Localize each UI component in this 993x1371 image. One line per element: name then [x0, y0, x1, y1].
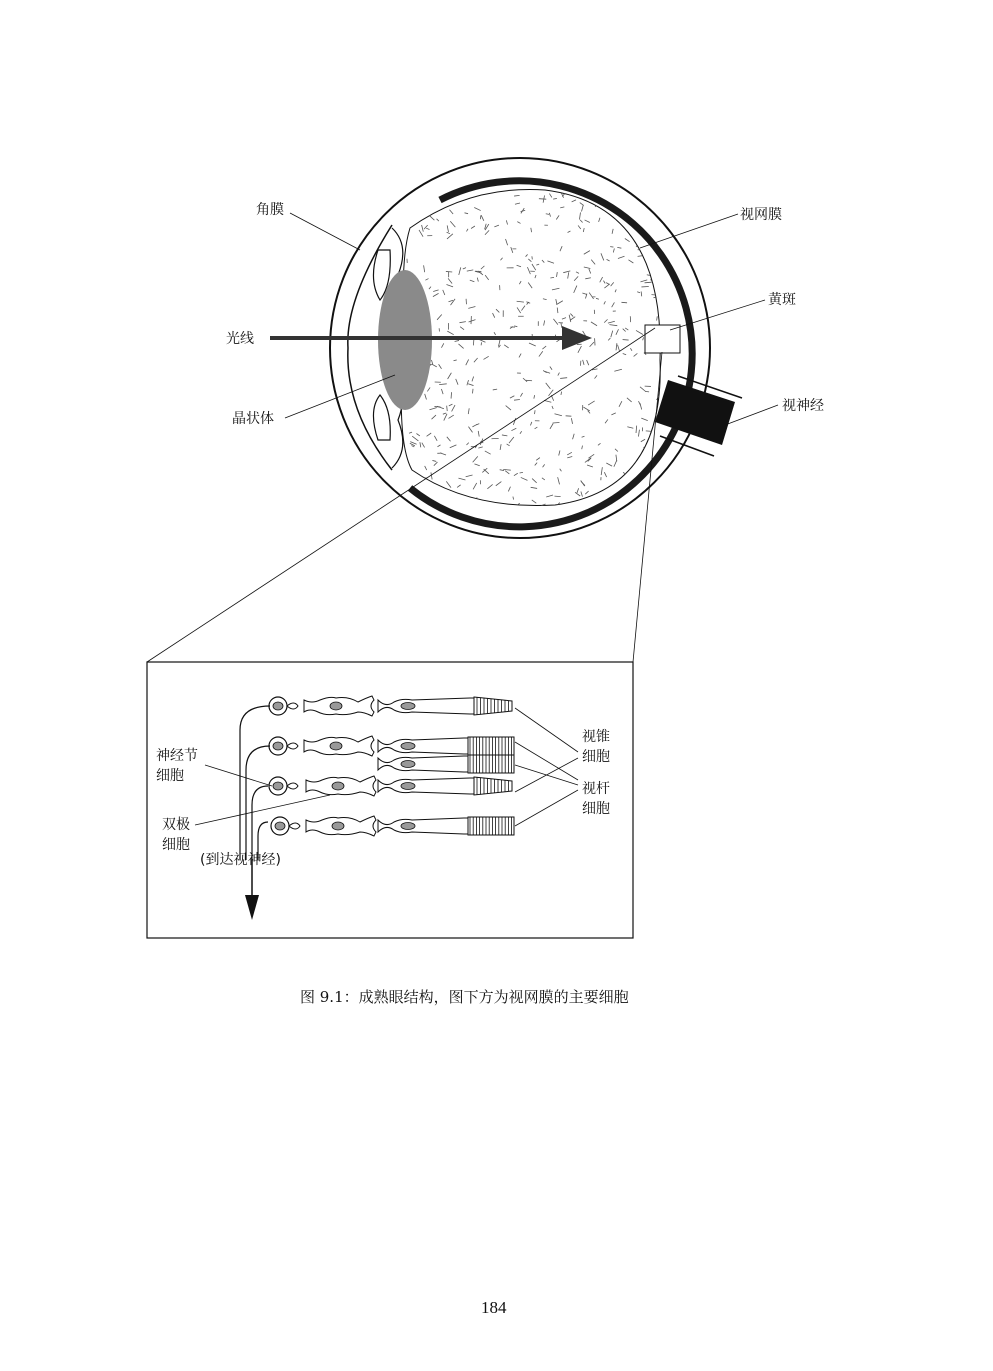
speckle [642, 212, 643, 220]
speckle [667, 216, 674, 218]
speckle [600, 189, 607, 193]
speckle [656, 226, 659, 232]
speckle [404, 214, 405, 221]
speckle [407, 463, 409, 470]
speckle [406, 223, 409, 225]
speckle [608, 195, 613, 197]
speckle [446, 271, 452, 272]
speckle [655, 427, 662, 428]
label-macula: 黄斑 [768, 292, 796, 308]
page-number: 184 [481, 1298, 507, 1317]
speckle [480, 215, 481, 219]
speckle [515, 514, 521, 516]
label-lens: 晶状体 [232, 411, 274, 427]
speckle [570, 505, 573, 509]
label-ganglion-2: 细胞 [156, 768, 184, 784]
bipolar-nucleus [332, 782, 344, 790]
speckle [648, 446, 652, 447]
speckle [462, 501, 469, 502]
label-bipolar-1: 双极 [162, 817, 190, 833]
label-rods-1: 视杆 [582, 781, 610, 797]
ganglion-nucleus [273, 702, 283, 710]
speckle [528, 186, 531, 189]
bipolar-nucleus [330, 702, 342, 710]
speckle [623, 223, 627, 224]
photoreceptor-nucleus [401, 783, 415, 790]
speckle [651, 497, 655, 500]
speckle [627, 509, 632, 514]
speckle [554, 496, 560, 497]
speckle [664, 314, 668, 319]
speckle [665, 452, 669, 457]
speckle [647, 451, 648, 454]
speckle [649, 211, 650, 218]
rod-outer-segment [468, 817, 514, 835]
speckle [539, 199, 546, 200]
label-cones-2: 细胞 [582, 749, 610, 765]
label-ganglion-1: 神经节 [156, 748, 198, 764]
rod-outer-segment [468, 755, 514, 773]
optic-nerve-shape [655, 380, 735, 445]
photoreceptor-nucleus [401, 743, 415, 750]
label-rods-2: 细胞 [582, 801, 610, 817]
speckle [655, 426, 658, 432]
speckle [490, 188, 496, 190]
speckle [528, 512, 535, 514]
speckle [621, 302, 627, 303]
retina-leader [640, 214, 738, 248]
speckle [535, 410, 536, 414]
speckle [473, 389, 474, 394]
speckle [491, 188, 493, 193]
macula-box [645, 325, 680, 353]
ganglion-nucleus [273, 782, 283, 790]
speckle [447, 406, 448, 411]
bipolar-nucleus [332, 822, 344, 830]
speckle [565, 509, 570, 513]
label-retina: 视网膜 [740, 207, 782, 223]
speckle [649, 443, 652, 450]
speckle [608, 194, 615, 195]
speckle [442, 187, 445, 190]
ganglion-nucleus [275, 822, 285, 830]
speckle [653, 257, 655, 262]
speckle [541, 187, 544, 188]
speckle [605, 491, 606, 498]
photoreceptor-nucleus [401, 823, 415, 830]
speckle [657, 496, 662, 498]
label-optic-nerve: 视神经 [782, 398, 824, 414]
photoreceptor-nucleus [401, 703, 415, 710]
speckle [649, 438, 653, 441]
speckle [456, 497, 457, 501]
label-to-optic-nerve: (到达视神经) [200, 852, 281, 868]
photoreceptor-nucleus [401, 761, 415, 768]
speckle [658, 226, 660, 232]
speckle [645, 391, 649, 392]
speckle [623, 340, 629, 341]
speckle [666, 309, 671, 315]
speckle [660, 502, 662, 509]
speckle [664, 504, 667, 505]
label-bipolar-2: 细胞 [162, 837, 190, 853]
speckle [644, 224, 647, 226]
speckle [654, 209, 659, 212]
speckle [663, 196, 664, 201]
iris-lower [373, 395, 390, 440]
vitreous-body [401, 189, 660, 505]
cornea-leader [290, 213, 360, 250]
bipolar-nucleus [330, 742, 342, 750]
speckle [472, 504, 474, 507]
ganglion-nucleus [273, 742, 283, 750]
speckle [653, 217, 654, 223]
label-light: 光线 [226, 331, 254, 347]
label-cornea: 角膜 [256, 202, 284, 218]
speckle [430, 197, 436, 202]
label-cones-1: 视锥 [582, 729, 610, 745]
figure-caption: 图 9.1：成熟眼结构，图下方为视网膜的主要细胞 [300, 988, 629, 1006]
speckle [403, 207, 409, 209]
rod-outer-segment [468, 737, 514, 755]
